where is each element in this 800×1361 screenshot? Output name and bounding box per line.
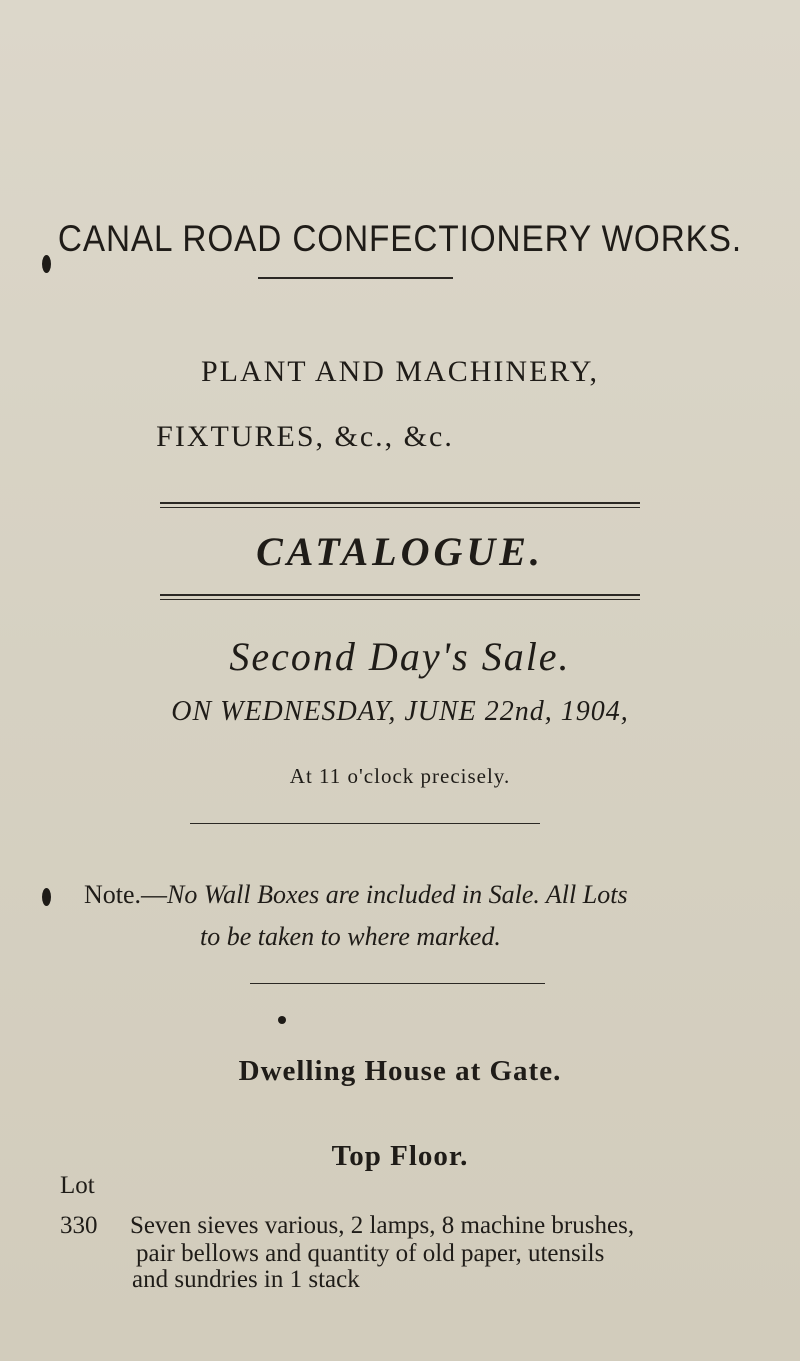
catalogue-bottom-rule — [160, 594, 640, 600]
binding-hole-bottom — [42, 888, 51, 906]
sale-date: ON WEDNESDAY, JUNE 22nd, 1904, — [171, 696, 629, 727]
catalogue-heading: CATALOGUE. — [256, 529, 544, 574]
floor-heading: Top Floor. — [331, 1140, 469, 1172]
title-underline — [258, 277, 453, 279]
subtitle-plant-machinery: PLANT AND MACHINERY, — [200, 355, 600, 388]
sale-title: Second Day's Sale. — [229, 634, 571, 679]
lot-description-line-2: pair bellows and quantity of old paper, utensils — [136, 1240, 605, 1267]
note-lead: Note.— — [84, 880, 168, 909]
section-heading: Dwelling House at Gate. — [238, 1055, 562, 1087]
catalogue-top-rule — [160, 502, 640, 508]
binding-hole-top — [42, 255, 51, 273]
ink-dot — [278, 1016, 286, 1024]
lot-description-line-3: and sundries in 1 stack — [132, 1266, 360, 1293]
note-line-1 — [84, 880, 764, 910]
section-divider — [190, 823, 540, 824]
document-title: CANAL ROAD CONFECTIONERY WORKS. — [57, 218, 743, 259]
lot-description-line-1: Seven sieves various, 2 lamps, 8 machine brushes, — [130, 1212, 635, 1239]
note-line-2: to be taken to where marked. — [200, 922, 501, 951]
sale-time: At 11 o'clock precisely. — [289, 764, 511, 788]
lot-column-header: Lot — [60, 1172, 95, 1199]
note-divider — [250, 983, 545, 984]
lot-number: 330 — [60, 1212, 98, 1239]
note-text-1: No Wall Boxes are included in Sale. All Lots — [167, 880, 628, 909]
subtitle-fixtures: FIXTURES, &c., &c. — [156, 420, 454, 453]
